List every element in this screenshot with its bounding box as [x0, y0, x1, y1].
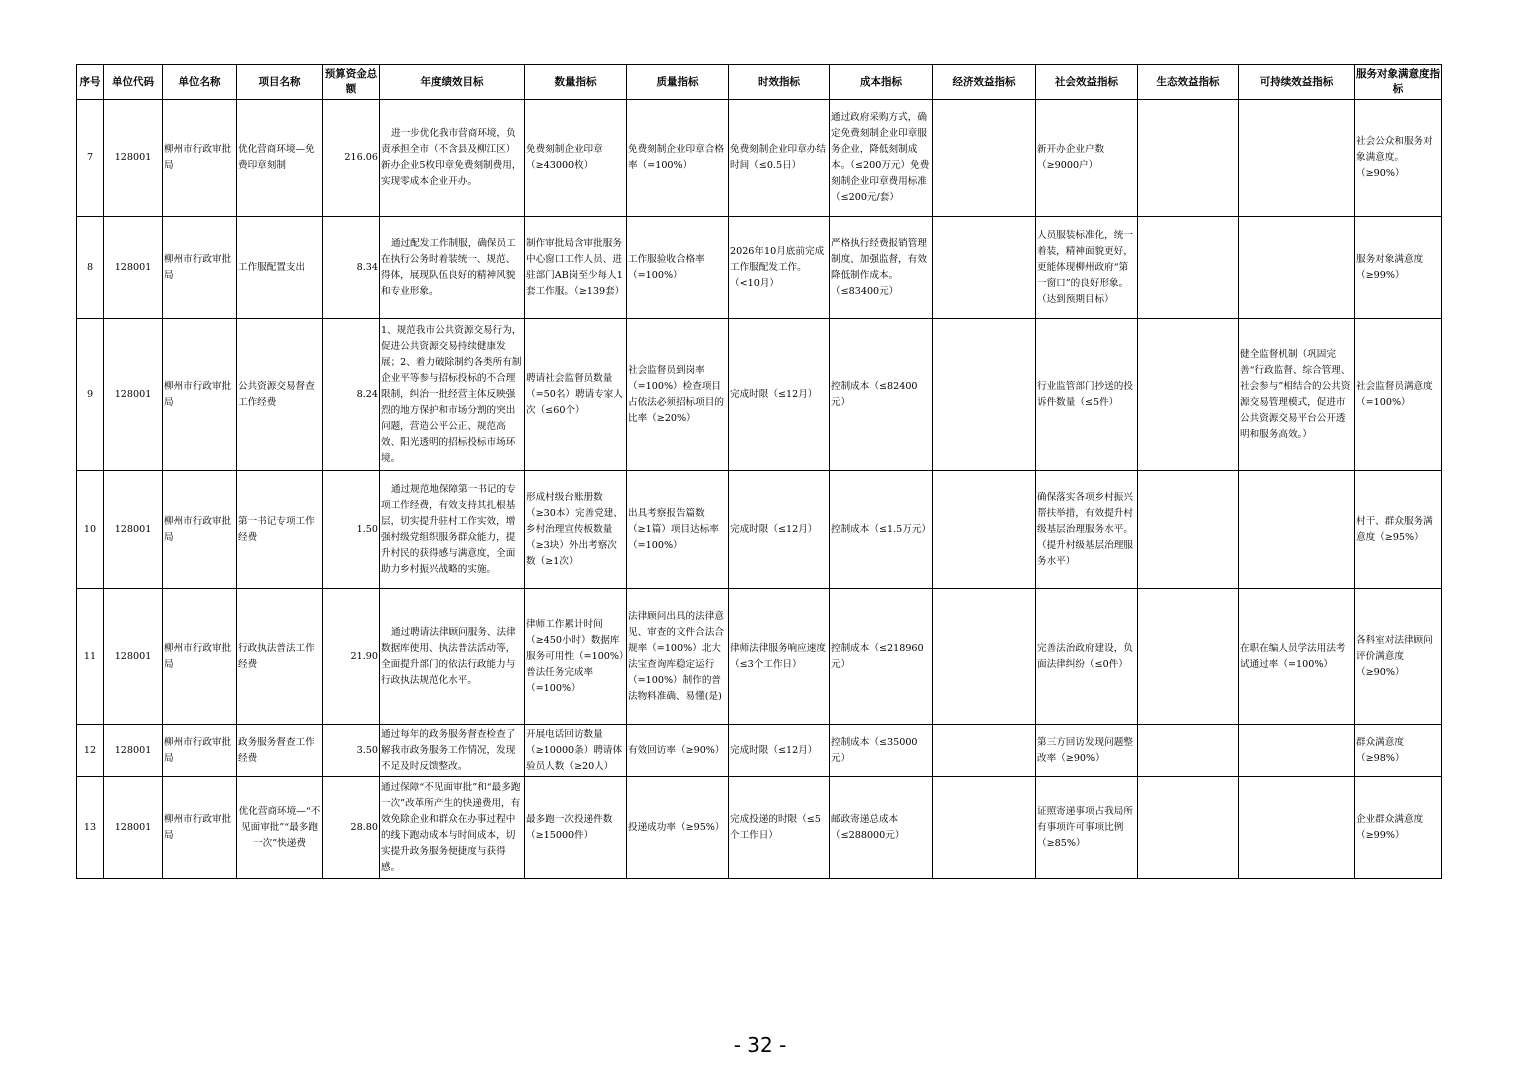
header-cost: 成本指标 — [830, 65, 933, 100]
header-quality: 质量指标 — [627, 65, 729, 100]
cell-annual-goal: 进一步优化我市营商环境，负责承担全市（不含县及柳江区）新办企业5枚印章免费刻制费用，实现零成本企业开办。 — [380, 100, 525, 217]
cell-social: 第三方回访发现问题整改率（≥90%） — [1036, 725, 1138, 777]
cell-unit-code: 128001 — [104, 100, 163, 217]
cell-seq: 11 — [77, 589, 104, 725]
cell-project-name: 政务服务督查工作经费 — [237, 725, 323, 777]
cell-project-name: 优化营商环境—“不见面审批”“最多跑一次”快递费 — [237, 777, 323, 879]
cell-quality: 免费刻制企业印章合格率（=100%） — [627, 100, 729, 217]
cell-cost: 控制成本（≤218960元） — [830, 589, 933, 725]
cell-annual-goal: 1、规范我市公共资源交易行为，促进公共资源交易持续健康发展；2、着力破除制约各类所有制企业平等参与招标投标的不合理限制，纠治一批经营主体反映强烈的地方保护和市场分割的突出问题，营造公平公正、规范高效、阳光透明的招标投标市场环境。 — [380, 319, 525, 471]
cell-seq: 13 — [77, 777, 104, 879]
cell-unit-name: 柳州市行政审批局 — [163, 319, 237, 471]
cell-annual-goal: 通过配发工作制服，确保员工在执行公务时着装统一、规范、得体，展现队伍良好的精神风貌和专业形象。 — [380, 217, 525, 319]
cell-quantity: 制作审批局含审批服务中心窗口工作人员、进驻部门AB岗至少每人1套工作服。（≥139套） — [525, 217, 627, 319]
table-row — [77, 217, 1442, 319]
cell-ecological — [1138, 319, 1239, 471]
cell-timeliness: 律师法律服务响应速度（≤3个工作日） — [729, 589, 830, 725]
cell-timeliness: 完成投递的时限（≤5个工作日） — [729, 777, 830, 879]
cell-unit-code: 128001 — [104, 725, 163, 777]
cell-timeliness: 完成时限（≤12月） — [729, 471, 830, 589]
cell-unit-name: 柳州市行政审批局 — [163, 471, 237, 589]
cell-satisfaction: 社会监督员满意度（=100%） — [1355, 319, 1442, 471]
header-economic: 经济效益指标 — [933, 65, 1036, 100]
table-row — [77, 777, 1442, 879]
cell-unit-name: 柳州市行政审批局 — [163, 100, 237, 217]
cell-satisfaction: 服务对象满意度（≥99%） — [1355, 217, 1442, 319]
cell-ecological — [1138, 217, 1239, 319]
header-unit-code: 单位代码 — [104, 65, 163, 100]
cell-social: 新开办企业户数（≥9000户） — [1036, 100, 1138, 217]
cell-unit-name: 柳州市行政审批局 — [163, 589, 237, 725]
cell-sustainable — [1239, 100, 1355, 217]
cell-seq: 7 — [77, 100, 104, 217]
cell-ecological — [1138, 589, 1239, 725]
cell-cost: 邮政寄递总成本（≤288000元） — [830, 777, 933, 879]
cell-cost: 控制成本（≤1.5万元） — [830, 471, 933, 589]
page-number: - 32 - — [733, 1033, 787, 1057]
cell-unit-name: 柳州市行政审批局 — [163, 725, 237, 777]
cell-annual-goal: 通过规范地保障第一书记的专项工作经费，有效支持其扎根基层，切实提升驻村工作实效，增强村级党组织服务群众能力，提升村民的获得感与满意度，全面助力乡村振兴战略的实施。 — [380, 471, 525, 589]
cell-budget: 28.80 — [323, 777, 380, 879]
cell-quantity: 开展电话回访数量（≥10000条）聘请体验员人数（≥20人） — [525, 725, 627, 777]
cell-annual-goal: 通过聘请法律顾问服务、法律数据库使用、执法普法活动等，全面提升部门的依法行政能力与行政执法规范化水平。 — [380, 589, 525, 725]
cell-unit-code: 128001 — [104, 589, 163, 725]
cell-unit-code: 128001 — [104, 319, 163, 471]
cell-social: 完善法治政府建设，负面法律纠纷（≤0件） — [1036, 589, 1138, 725]
cell-ecological — [1138, 777, 1239, 879]
cell-project-name: 行政执法普法工作经费 — [237, 589, 323, 725]
cell-quality: 投递成功率（≥95%） — [627, 777, 729, 879]
performance-table — [76, 64, 1442, 879]
cell-budget: 8.34 — [323, 217, 380, 319]
cell-economic — [933, 777, 1036, 879]
cell-ecological — [1138, 471, 1239, 589]
cell-cost: 控制成本（≤35000元） — [830, 725, 933, 777]
cell-unit-code: 128001 — [104, 777, 163, 879]
cell-sustainable — [1239, 725, 1355, 777]
cell-quantity: 聘请社会监督员数量（=50名）聘请专家人次（≤60个） — [525, 319, 627, 471]
header-seq: 序号 — [77, 65, 104, 100]
cell-economic — [933, 319, 1036, 471]
cell-quantity: 形成村级台账册数（≥30本）完善党建、乡村治理宣传板数量（≥3块）外出考察次数（≥1次） — [525, 471, 627, 589]
cell-unit-code: 128001 — [104, 217, 163, 319]
cell-budget: 3.50 — [323, 725, 380, 777]
cell-cost: 通过政府采购方式，确定免费刻制企业印章服务企业，降低刻制成本。（≤200万元）免费刻制企业印章费用标准（≤200元/套） — [830, 100, 933, 217]
cell-seq: 10 — [77, 471, 104, 589]
cell-timeliness: 完成时限（≤12月） — [729, 725, 830, 777]
cell-social: 行业监管部门抄送的投诉件数量（≤5件） — [1036, 319, 1138, 471]
cell-seq: 8 — [77, 217, 104, 319]
cell-satisfaction: 社会公众和服务对象满意度。（≥90%） — [1355, 100, 1442, 217]
cell-economic — [933, 471, 1036, 589]
cell-sustainable: 在职在编人员学法用法考试通过率（=100%） — [1239, 589, 1355, 725]
cell-cost: 控制成本（≤82400元） — [830, 319, 933, 471]
cell-quantity: 最多跑一次投递件数（≥15000件） — [525, 777, 627, 879]
cell-social: 人员服装标准化，统一着装，精神面貌更好，更能体现柳州政府“第一窗口”的良好形象。（达到预期目标） — [1036, 217, 1138, 319]
header-budget: 预算资金总额 — [323, 65, 380, 100]
cell-quantity: 免费刻制企业印章（≥43000枚） — [525, 100, 627, 217]
cell-satisfaction: 群众满意度（≥98%） — [1355, 725, 1442, 777]
header-social: 社会效益指标 — [1036, 65, 1138, 100]
cell-project-name: 第一书记专项工作经费 — [237, 471, 323, 589]
cell-budget: 216.06 — [323, 100, 380, 217]
cell-sustainable — [1239, 471, 1355, 589]
header-timeliness: 时效指标 — [729, 65, 830, 100]
cell-annual-goal: 通过保障“不见面审批”和“最多跑一次”改革所产生的快递费用，有效免除企业和群众在办事过程中的线下跑动成本与时间成本，切实提升政务服务便捷度与获得感。 — [380, 777, 525, 879]
cell-economic — [933, 725, 1036, 777]
cell-seq: 12 — [77, 725, 104, 777]
table-row — [77, 319, 1442, 471]
header-sustainable: 可持续效益指标 — [1239, 65, 1355, 100]
cell-cost: 严格执行经费报销管理制度、加强监督，有效降低制作成本。（≤83400元） — [830, 217, 933, 319]
cell-timeliness: 2026年10月底前完成工作服配发工作。（<10月） — [729, 217, 830, 319]
header-project-name: 项目名称 — [237, 65, 323, 100]
cell-quality: 法律顾问出具的法律意见、审查的文件合法合规率（=100%）北大法宝查询库稳定运行（=100%）制作的普法物料准确、易懂(是) — [627, 589, 729, 725]
table-row — [77, 471, 1442, 589]
cell-quality: 出具考察报告篇数（≥1篇）项目达标率（=100%） — [627, 471, 729, 589]
table-row — [77, 589, 1442, 725]
cell-budget: 1.50 — [323, 471, 380, 589]
header-unit-name: 单位名称 — [163, 65, 237, 100]
cell-project-name: 公共资源交易督查工作经费 — [237, 319, 323, 471]
cell-budget: 8.24 — [323, 319, 380, 471]
header-annual-goal: 年度绩效目标 — [380, 65, 525, 100]
cell-seq: 9 — [77, 319, 104, 471]
cell-quantity: 律师工作累计时间（≥450小时）数据库服务可用性（=100%）普法任务完成率（=100%） — [525, 589, 627, 725]
cell-satisfaction: 村干、群众服务满意度（≥95%） — [1355, 471, 1442, 589]
cell-unit-name: 柳州市行政审批局 — [163, 217, 237, 319]
cell-project-name: 工作服配置支出 — [237, 217, 323, 319]
cell-unit-name: 柳州市行政审批局 — [163, 777, 237, 879]
cell-satisfaction: 各科室对法律顾问评价满意度（≥90%） — [1355, 589, 1442, 725]
cell-economic — [933, 589, 1036, 725]
cell-timeliness: 免费刻制企业印章办结时间（≤0.5日） — [729, 100, 830, 217]
cell-quality: 社会监督员到岗率（=100%）检查项目占依法必须招标项目的比率（≥20%） — [627, 319, 729, 471]
cell-quality: 工作服验收合格率（=100%） — [627, 217, 729, 319]
table-row — [77, 100, 1442, 217]
cell-sustainable — [1239, 217, 1355, 319]
cell-timeliness: 完成时限（≤12月） — [729, 319, 830, 471]
header-quantity: 数量指标 — [525, 65, 627, 100]
table-header-row — [77, 65, 1442, 100]
cell-sustainable — [1239, 777, 1355, 879]
cell-ecological — [1138, 100, 1239, 217]
cell-economic — [933, 100, 1036, 217]
cell-project-name: 优化营商环境—免费印章刻制 — [237, 100, 323, 217]
cell-budget: 21.90 — [323, 589, 380, 725]
cell-satisfaction: 企业群众满意度（≥99%） — [1355, 777, 1442, 879]
header-ecological: 生态效益指标 — [1138, 65, 1239, 100]
cell-economic — [933, 217, 1036, 319]
cell-social: 证照寄递事项占我局所有事项许可事项比例（≥85%） — [1036, 777, 1138, 879]
table-row — [77, 725, 1442, 777]
cell-unit-code: 128001 — [104, 471, 163, 589]
cell-sustainable: 健全监督机制（巩固完善“行政监督、综合管理、社会参与”相结合的公共资源交易管理模式，促进市公共资源交易平台公开透明和服务高效。） — [1239, 319, 1355, 471]
cell-social: 确保落实各项乡村振兴帮扶举措，有效提升村级基层治理服务水平。（提升村级基层治理服务水平） — [1036, 471, 1138, 589]
cell-quality: 有效回访率（≥90%） — [627, 725, 729, 777]
cell-ecological — [1138, 725, 1239, 777]
cell-annual-goal: 通过每年的政务服务督查检查了解我市政务服务工作情况，发现不足及时反馈整改。 — [380, 725, 525, 777]
header-satisfaction: 服务对象满意度指标 — [1355, 65, 1442, 100]
